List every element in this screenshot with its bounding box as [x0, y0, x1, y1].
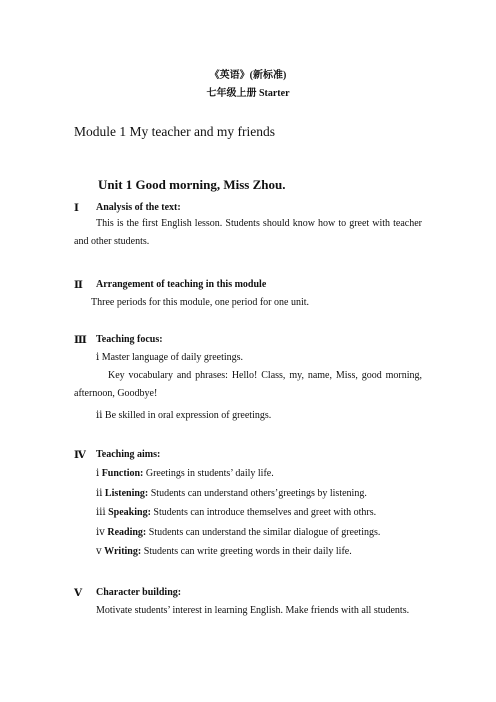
- aim-item: [96, 468, 274, 479]
- module-title: Module 1 My teacher and my friends: [74, 124, 275, 139]
- aim-item: [96, 488, 367, 499]
- section-4-heading: Teaching aims:: [96, 449, 161, 460]
- focus-item-number: ⅰ: [96, 352, 100, 363]
- document-subtitle: 七年级上册 Starter: [206, 88, 290, 99]
- aim-label: Listening:: [104, 488, 149, 499]
- focus-item: [96, 352, 243, 363]
- section-2-text: Three periods for this module, one period for one unit.: [91, 297, 309, 308]
- aim-number: ⅴ: [96, 546, 102, 557]
- section-1-heading: Analysis of the text:: [96, 202, 181, 213]
- focus-item: [96, 410, 271, 421]
- aim-text: Greetings in students’ daily life.: [145, 468, 274, 479]
- section-5-heading: Character building:: [96, 587, 182, 598]
- section-2-heading: Arrangement of teaching in this module: [96, 279, 267, 290]
- aim-number: ⅰ: [96, 468, 100, 479]
- section-3-heading: Teaching focus:: [96, 334, 163, 345]
- aim-number: ⅱ: [96, 488, 103, 499]
- section-5-text: Motivate students’ interest in learning English. Make friends with all students.: [96, 605, 410, 616]
- aim-text: Students can write greeting words in their daily life.: [143, 546, 352, 557]
- aim-label: Writing:: [104, 546, 142, 557]
- section-3-numeral: Ⅲ: [74, 335, 87, 346]
- aim-text: Students can understand others’greetings by listening.: [150, 488, 367, 499]
- section-2-numeral: Ⅱ: [74, 280, 83, 291]
- aim-label: Function:: [101, 468, 144, 479]
- aim-number: ⅲ: [96, 507, 106, 518]
- focus-item-text: Master language of daily greetings.: [101, 352, 244, 363]
- focus-item-number: ⅱ: [96, 410, 103, 421]
- section-1-text: This is the first English lesson. Students should know how to greet with teacher and other students.: [74, 218, 422, 247]
- unit-title: Unit 1 Good morning, Miss Zhou.: [98, 177, 286, 192]
- aim-number: ⅳ: [96, 527, 105, 538]
- aim-item: [96, 546, 352, 557]
- focus-item-text: Be skilled in oral expression of greetings.: [104, 410, 272, 421]
- section-5-numeral: Ⅴ: [74, 588, 83, 599]
- aim-item: [96, 507, 376, 518]
- aim-label: Speaking:: [108, 507, 151, 518]
- section-1-numeral: Ⅰ: [74, 203, 79, 214]
- aim-text: Students can understand the similar dialogue of greetings.: [148, 527, 381, 538]
- aim-label: Reading:: [107, 527, 147, 538]
- aim-item: [96, 527, 380, 538]
- section-4-numeral: Ⅳ: [74, 450, 86, 461]
- document-title: 《英语》(新标准): [209, 70, 287, 81]
- aim-text: Students can introduce themselves and greet with othrs.: [153, 507, 377, 518]
- focus-vocabulary: Key vocabulary and phrases: Hello! Class, my, name, Miss, good morning, afternoon, Goodbye!: [74, 370, 422, 399]
